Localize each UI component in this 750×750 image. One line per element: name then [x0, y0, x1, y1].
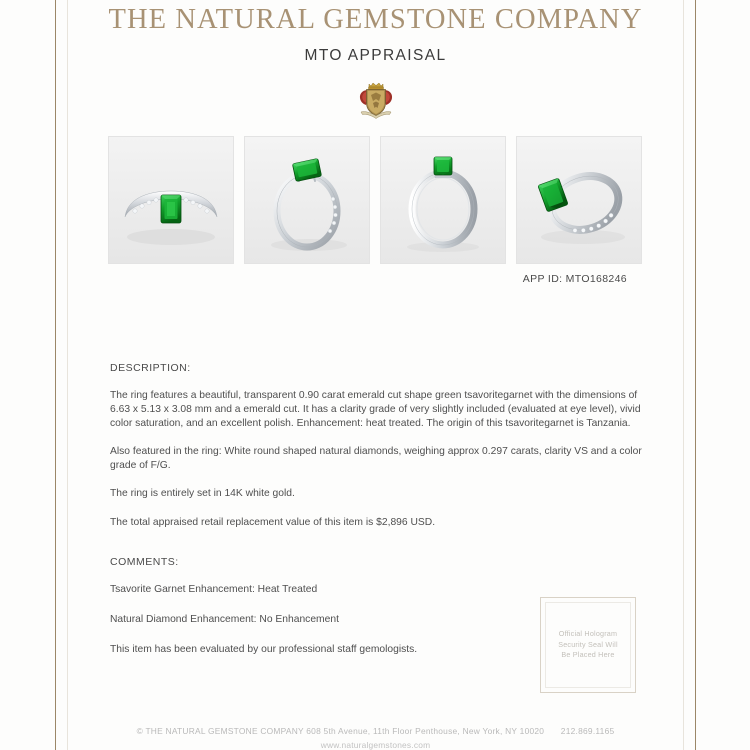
seal-text-line-3: Be Placed Here	[561, 650, 615, 660]
ring-photo-strip	[108, 136, 642, 264]
footer-phone-number: 212.869.1165	[560, 726, 615, 736]
footer-address-line	[68, 726, 683, 736]
footer-website[interactable]: www.naturalgemstones.com	[320, 740, 431, 750]
crest-container	[68, 79, 683, 128]
heraldic-crest-icon	[356, 79, 396, 128]
seal-text-line-2: Security Seal Will	[558, 639, 618, 649]
document-footer	[68, 726, 683, 750]
app-id-label: APP ID: MTO168246	[522, 273, 627, 285]
seal-text-line-1: Official Hologram	[558, 629, 618, 639]
description-paragraph-4: The total appraised retail replacement value of this item is $2,896 USD.	[110, 516, 436, 528]
ring-photo-profile-upright[interactable]	[380, 136, 506, 264]
hologram-seal-inner	[545, 602, 631, 688]
ring-photo-front-tilt[interactable]	[108, 136, 234, 264]
ring-photo-side-pave-band[interactable]	[516, 136, 642, 264]
frame-line-outer-right	[695, 0, 696, 750]
comment-line-1: Tsavorite Garnet Enhancement: Heat Treated	[110, 583, 318, 595]
description-heading: DESCRIPTION:	[110, 362, 191, 374]
hologram-seal-placeholder	[540, 597, 636, 693]
frame-line-outer-left	[55, 0, 56, 750]
document-header	[68, 0, 683, 128]
comment-line-3: This item has been evaluated by our professional staff gemologists.	[110, 643, 418, 655]
frame-line-inner-right	[683, 0, 684, 750]
description-paragraph-2: Also featured in the ring: White round shaped natural diamonds, weighing approx 0.297 carats, clarity VS and a color grade of F/G.	[110, 446, 642, 472]
ring-photo-three-quarter[interactable]	[244, 136, 370, 264]
description-paragraph-3: The ring is entirely set in 14K white gold.	[110, 488, 295, 500]
company-title: THE NATURAL GEMSTONE COMPANY	[108, 4, 643, 35]
document-subtitle: MTO APPRAISAL	[304, 47, 447, 64]
comments-heading: COMMENTS:	[110, 555, 179, 568]
description-paragraph-1: The ring features a beautiful, transparent 0.90 carat emerald cut shape green tsavoritegarnet with the dimensions of 6.63 x 5.13 x 3.08 mm and a emerald cut. It has a clarity grade of very slightly included (evaluated at eye level), vivid color saturation, and an excellent polish. Enhancement: heat treated. The origin of this tsavoritegarnet is Tanzania.	[110, 390, 641, 430]
footer-copyright-text: © THE NATURAL GEMSTONE COMPANY 608 5th Avenue, 11th Floor Penthouse, New York, NY 10020	[136, 726, 545, 736]
comment-line-2: Natural Diamond Enhancement: No Enhancement	[110, 613, 339, 625]
